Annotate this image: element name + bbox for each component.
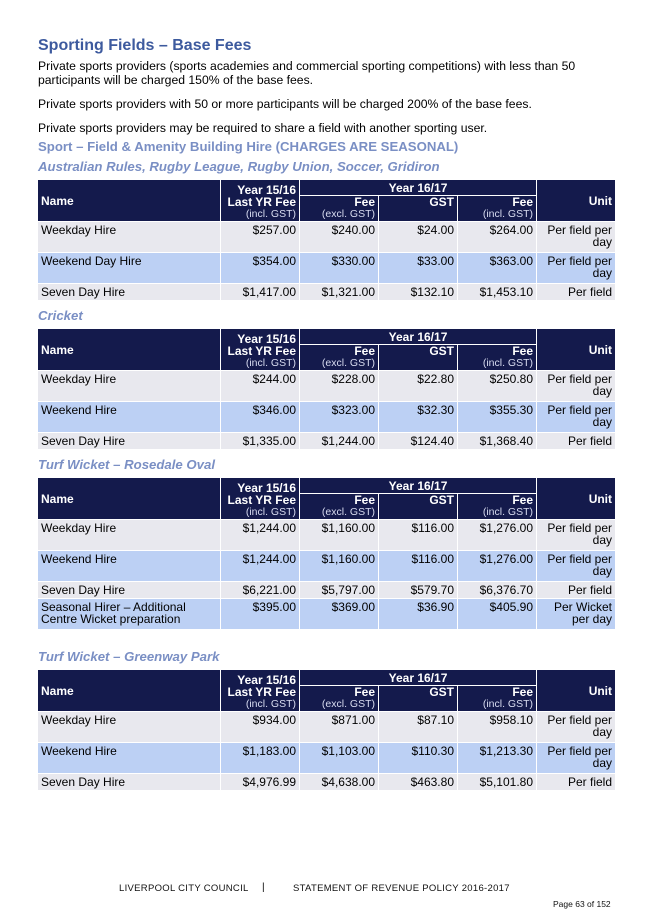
row-fee-incl-gst: $6,376.70 — [458, 582, 536, 598]
table-row — [38, 774, 615, 790]
row-name: Seven Day Hire — [38, 284, 220, 300]
row-name: Weekday Hire — [38, 222, 220, 252]
row-fee-excl-gst: $330.00 — [300, 253, 378, 283]
row-fee-excl-gst: $369.00 — [300, 599, 378, 629]
table-header-row — [38, 478, 615, 493]
row-unit: Per field per day — [537, 551, 615, 581]
header-excl-gst: (excl. GST) — [321, 506, 375, 518]
header-fee-excl — [300, 494, 378, 519]
header-last-yr-fee: Last YR Fee — [227, 343, 296, 358]
header-fee-excl — [300, 345, 378, 370]
table-row — [38, 402, 615, 432]
subheading-rosedale-oval: Turf Wicket – Rosedale Oval — [38, 457, 216, 472]
row-last-year-fee: $1,244.00 — [221, 551, 299, 581]
row-fee-excl-gst: $5,797.00 — [300, 582, 378, 598]
row-unit: Per field per day — [537, 520, 615, 550]
header-incl-gst: (incl. GST) — [482, 698, 534, 710]
header-fee-excl — [300, 196, 378, 221]
header-incl-gst: (incl. GST) — [482, 208, 534, 220]
header-year-1516: Year 15/16 — [237, 182, 296, 197]
row-last-year-fee: $354.00 — [221, 253, 299, 283]
row-name: Weekday Hire — [38, 371, 220, 401]
header-name: Name — [38, 478, 220, 519]
header-name: Name — [38, 670, 220, 711]
header-incl-gst: (incl. GST) — [245, 505, 296, 518]
row-unit: Per field per day — [537, 743, 615, 773]
header-gst: GST — [379, 494, 457, 519]
header-excl-gst: (excl. GST) — [321, 698, 375, 710]
page-number: Page 63 of 152 — [553, 899, 611, 909]
header-year-1617: Year 16/17 — [300, 180, 536, 195]
header-fee: Fee — [354, 493, 375, 507]
table-row — [38, 371, 615, 401]
table-row — [38, 551, 615, 581]
row-name: Weekend Day Hire — [38, 253, 220, 283]
header-incl-gst: (incl. GST) — [245, 207, 296, 220]
row-name: Weekday Hire — [38, 712, 220, 742]
row-gst: $24.00 — [379, 222, 457, 252]
table-header-row — [38, 329, 615, 344]
header-fee-incl — [458, 494, 536, 519]
header-last-year-fee — [221, 670, 299, 711]
row-unit: Per field — [537, 774, 615, 790]
row-fee-incl-gst: $1,276.00 — [458, 551, 536, 581]
row-name: Weekday Hire — [38, 520, 220, 550]
header-gst: GST — [379, 196, 457, 221]
table-row — [38, 743, 615, 773]
section-heading: Sport – Field & Amenity Building Hire (CHARGES ARE SEASONAL) — [38, 139, 459, 154]
subheading-greenway-park: Turf Wicket – Greenway Park — [38, 649, 220, 664]
header-year-1516: Year 15/16 — [237, 331, 296, 346]
footer-separator: | — [262, 882, 265, 893]
table-header-row — [38, 670, 615, 685]
table-row — [38, 284, 615, 300]
row-last-year-fee: $346.00 — [221, 402, 299, 432]
row-unit: Per field per day — [537, 712, 615, 742]
row-name: Weekend Hire — [38, 402, 220, 432]
row-last-year-fee: $257.00 — [221, 222, 299, 252]
row-last-year-fee: $1,244.00 — [221, 520, 299, 550]
header-unit: Unit — [537, 670, 615, 711]
header-incl-gst: (incl. GST) — [245, 356, 296, 369]
row-gst: $116.00 — [379, 551, 457, 581]
table-row — [38, 599, 615, 629]
table-row — [38, 222, 615, 252]
fee-table — [37, 477, 616, 630]
row-name: Seven Day Hire — [38, 433, 220, 449]
row-gst: $124.40 — [379, 433, 457, 449]
row-last-year-fee: $244.00 — [221, 371, 299, 401]
row-fee-excl-gst: $240.00 — [300, 222, 378, 252]
header-fee: Fee — [512, 344, 534, 358]
header-last-yr-fee: Last YR Fee — [227, 492, 296, 507]
row-fee-incl-gst: $1,213.30 — [458, 743, 536, 773]
row-fee-excl-gst: $1,321.00 — [300, 284, 378, 300]
row-unit: Per field per day — [537, 253, 615, 283]
header-name: Name — [38, 180, 220, 221]
row-name: Weekend Hire — [38, 551, 220, 581]
row-gst: $32.30 — [379, 402, 457, 432]
header-fee-excl — [300, 686, 378, 711]
row-name: Seven Day Hire — [38, 582, 220, 598]
row-unit: Per field — [537, 433, 615, 449]
row-fee-incl-gst: $958.10 — [458, 712, 536, 742]
header-incl-gst: (incl. GST) — [482, 357, 534, 369]
row-gst: $87.10 — [379, 712, 457, 742]
header-unit: Unit — [537, 180, 615, 221]
header-incl-gst: (incl. GST) — [245, 697, 296, 710]
footer-document-title: STATEMENT OF REVENUE POLICY 2016-2017 — [293, 883, 510, 894]
row-unit: Per field per day — [537, 402, 615, 432]
row-fee-incl-gst: $264.00 — [458, 222, 536, 252]
row-last-year-fee: $934.00 — [221, 712, 299, 742]
header-last-year-fee — [221, 478, 299, 519]
header-fee: Fee — [512, 195, 534, 209]
header-fee: Fee — [354, 195, 375, 209]
row-fee-excl-gst: $1,160.00 — [300, 520, 378, 550]
header-year-1516: Year 15/16 — [237, 672, 296, 687]
row-fee-incl-gst: $1,453.10 — [458, 284, 536, 300]
row-fee-incl-gst: $405.90 — [458, 599, 536, 629]
fee-table — [37, 669, 616, 791]
row-fee-incl-gst: $250.80 — [458, 371, 536, 401]
table-row — [38, 712, 615, 742]
header-gst: GST — [379, 686, 457, 711]
header-excl-gst: (excl. GST) — [321, 208, 375, 220]
row-gst: $36.90 — [379, 599, 457, 629]
row-last-year-fee: $1,417.00 — [221, 284, 299, 300]
row-gst: $33.00 — [379, 253, 457, 283]
header-excl-gst: (excl. GST) — [321, 357, 375, 369]
header-last-yr-fee: Last YR Fee — [227, 684, 296, 699]
table-row — [38, 582, 615, 598]
header-fee-incl — [458, 196, 536, 221]
table-row — [38, 253, 615, 283]
row-last-year-fee: $4,976.99 — [221, 774, 299, 790]
row-fee-incl-gst: $363.00 — [458, 253, 536, 283]
row-last-year-fee: $6,221.00 — [221, 582, 299, 598]
header-year-1617: Year 16/17 — [300, 478, 536, 493]
page-title: Sporting Fields – Base Fees — [38, 37, 252, 54]
row-gst: $22.80 — [379, 371, 457, 401]
table-header-row — [38, 180, 615, 195]
row-fee-excl-gst: $1,244.00 — [300, 433, 378, 449]
table-row — [38, 433, 615, 449]
row-unit: Per field per day — [537, 222, 615, 252]
row-fee-excl-gst: $871.00 — [300, 712, 378, 742]
footer-organisation: LIVERPOOL CITY COUNCIL — [119, 883, 249, 894]
row-fee-excl-gst: $228.00 — [300, 371, 378, 401]
row-unit: Per field per day — [537, 371, 615, 401]
paragraph-participants-50-plus: Private sports providers with 50 or more participants will be charged 200% of the base fees. — [38, 97, 532, 111]
row-gst: $463.80 — [379, 774, 457, 790]
row-fee-incl-gst: $355.30 — [458, 402, 536, 432]
row-unit: Per field — [537, 582, 615, 598]
row-gst: $579.70 — [379, 582, 457, 598]
header-fee-incl — [458, 686, 536, 711]
header-unit: Unit — [537, 478, 615, 519]
header-gst: GST — [379, 345, 457, 370]
paragraph-shared-field: Private sports providers may be required to share a field with another sporting user. — [38, 121, 488, 135]
header-year-1516: Year 15/16 — [237, 480, 296, 495]
header-fee: Fee — [354, 685, 375, 699]
row-name: Weekend Hire — [38, 743, 220, 773]
fee-table — [37, 328, 616, 450]
row-gst: $116.00 — [379, 520, 457, 550]
row-name: Seven Day Hire — [38, 774, 220, 790]
header-year-1617: Year 16/17 — [300, 329, 536, 344]
header-year-1617: Year 16/17 — [300, 670, 536, 685]
header-last-year-fee — [221, 329, 299, 370]
header-unit: Unit — [537, 329, 615, 370]
row-last-year-fee: $395.00 — [221, 599, 299, 629]
row-fee-excl-gst: $4,638.00 — [300, 774, 378, 790]
table-row — [38, 520, 615, 550]
row-fee-incl-gst: $1,368.40 — [458, 433, 536, 449]
row-unit: Per field — [537, 284, 615, 300]
header-fee-incl — [458, 345, 536, 370]
row-fee-excl-gst: $323.00 — [300, 402, 378, 432]
row-last-year-fee: $1,335.00 — [221, 433, 299, 449]
row-fee-incl-gst: $5,101.80 — [458, 774, 536, 790]
row-fee-excl-gst: $1,160.00 — [300, 551, 378, 581]
row-gst: $110.30 — [379, 743, 457, 773]
header-last-year-fee — [221, 180, 299, 221]
row-unit: Per Wicket per day — [537, 599, 615, 629]
header-name: Name — [38, 329, 220, 370]
header-last-yr-fee: Last YR Fee — [227, 194, 296, 209]
row-gst: $132.10 — [379, 284, 457, 300]
subheading-football-codes: Australian Rules, Rugby League, Rugby Union, Soccer, Gridiron — [38, 159, 440, 174]
row-name: Seasonal Hirer – Additional Centre Wicket preparation — [38, 599, 220, 629]
row-last-year-fee: $1,183.00 — [221, 743, 299, 773]
header-fee: Fee — [512, 493, 534, 507]
header-fee: Fee — [512, 685, 534, 699]
header-incl-gst: (incl. GST) — [482, 506, 534, 518]
paragraph-participants-under-50: Private sports providers (sports academies and commercial sporting competitions) with less than 50 participants will be charged 150% of the base fees. — [38, 59, 576, 87]
fee-table — [37, 179, 616, 301]
subheading-cricket: Cricket — [38, 308, 83, 323]
row-fee-excl-gst: $1,103.00 — [300, 743, 378, 773]
row-fee-incl-gst: $1,276.00 — [458, 520, 536, 550]
header-fee: Fee — [354, 344, 375, 358]
